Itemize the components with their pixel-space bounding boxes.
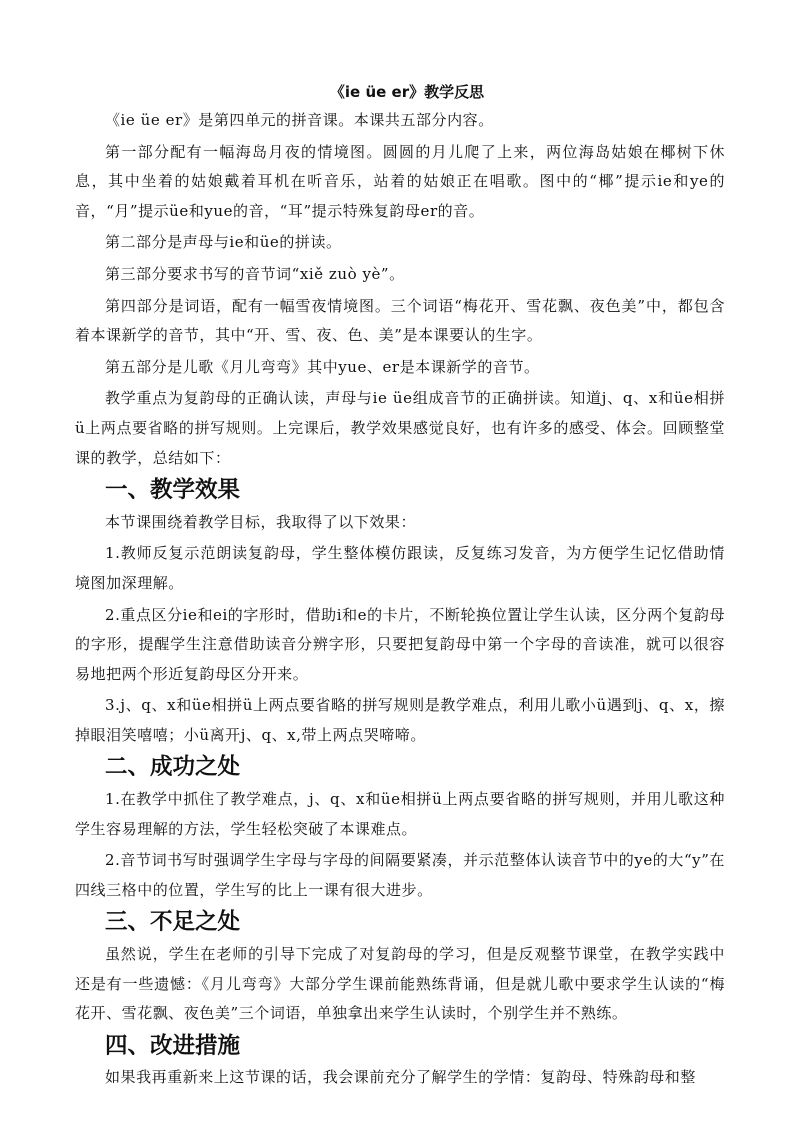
shortcomings-paragraph: 虽然说，学生在老师的引导下完成了对复韵母的学习，但是反观整节课堂，在教学实践中还是有一些遗憾：《月儿弯弯》大部分学生课前能熟练背诵，但是就儿歌中要求学生认读的“梅花开、雪花飘、夜色美”三个词语，单独拿出来学生认读时，个别学生并不熟练。	[75, 945, 725, 1023]
part-one-paragraph: 第一部分配有一幅海岛月夜的情境图。圆圆的月儿爬了上来，两位海岛姑娘在椰树下休息，其中坐着的姑娘戴着耳机在听音乐，站着的姑娘正在唱歌。图中的“椰”提示ie和ye的音，“月”提示üe和yue的音，“耳”提示特殊复韵母er的音。	[75, 142, 725, 220]
document-body	[75, 79, 725, 1093]
section-heading-shortcomings: 三、不足之处	[105, 909, 241, 936]
effects-item-2: 2.重点区分ie和ei的字形时，借助i和e的卡片，不断轮换位置让学生认读，区分两个复韵母的字形，提醒学生注意借助读音分辨字形，只要把复韵母中第一个字母的音读准，就可以很容易地把两个形近复韵母区分开来。	[75, 605, 725, 683]
part-three-paragraph: 第三部分要求书写的音节词“xiě zuò yè”。	[105, 264, 405, 283]
intro-paragraph: 《ie üe er》是第四单元的拼音课。本课共五部分内容。	[105, 111, 494, 129]
section-heading-successes: 二、成功之处	[105, 754, 241, 781]
part-four-paragraph: 第四部分是词语，配有一幅雪夜情境图。三个词语“梅花开、雪花飘、夜色美”中，都包含着本课新学的音节，其中“开、雪、夜、色、美”是本课要认的生字。	[75, 296, 725, 345]
successes-item-2: 2.音节词书写时强调学生字母与字母的间隔要紧凑，并示范整体认读音节中的ye的大“y”在四线三格中的位置，学生写的比上一课有很大进步。	[75, 851, 725, 899]
part-two-paragraph: 第二部分是声母与ie和üe的拼读。	[105, 233, 342, 252]
effects-item-3: 3.j、q、x和üe相拼ü上两点要省略的拼写规则是教学难点，利用儿歌小ü遇到j、q、x，擦掉眼泪笑嘻嘻；小ü离开j、q、x,带上两点哭啼啼。	[75, 696, 725, 744]
successes-item-1: 1.在教学中抓住了教学难点，j、q、x和üe相拼ü上两点要省略的拼写规则，并用儿歌这种学生容易理解的方法，学生轻松突破了本课难点。	[75, 790, 725, 838]
part-five-paragraph: 第五部分是儿歌《月儿弯弯》其中yue、er是本课新学的音节。	[105, 357, 540, 376]
section-heading-improvements: 四、改进措施	[105, 1032, 241, 1059]
effects-item-1: 1.教师反复示范朗读复韵母，学生整体模仿跟读，反复练习发音，为方便学生记忆借助情境图加深理解。	[75, 544, 725, 592]
effects-intro-paragraph: 本节课围绕着教学目标，我取得了以下效果：	[105, 512, 417, 531]
improvements-paragraph: 如果我再重新来上这节课的话，我会课前充分了解学生的学情：复韵母、特殊韵母和整	[105, 1068, 696, 1087]
section-heading-effects: 一、教学效果	[105, 477, 241, 504]
teaching-focus-paragraph: 教学重点为复韵母的正确认读，声母与ie üe组成音节的正确拼读。知道j、q、x和üe相拼ü上两点要省略的拼写规则。上完课后，教学效果感觉良好，也有许多的感受、体会。回顾整堂课的教学，总结如下：	[75, 389, 725, 467]
document-title: 《ie üe er》教学反思	[329, 83, 485, 101]
